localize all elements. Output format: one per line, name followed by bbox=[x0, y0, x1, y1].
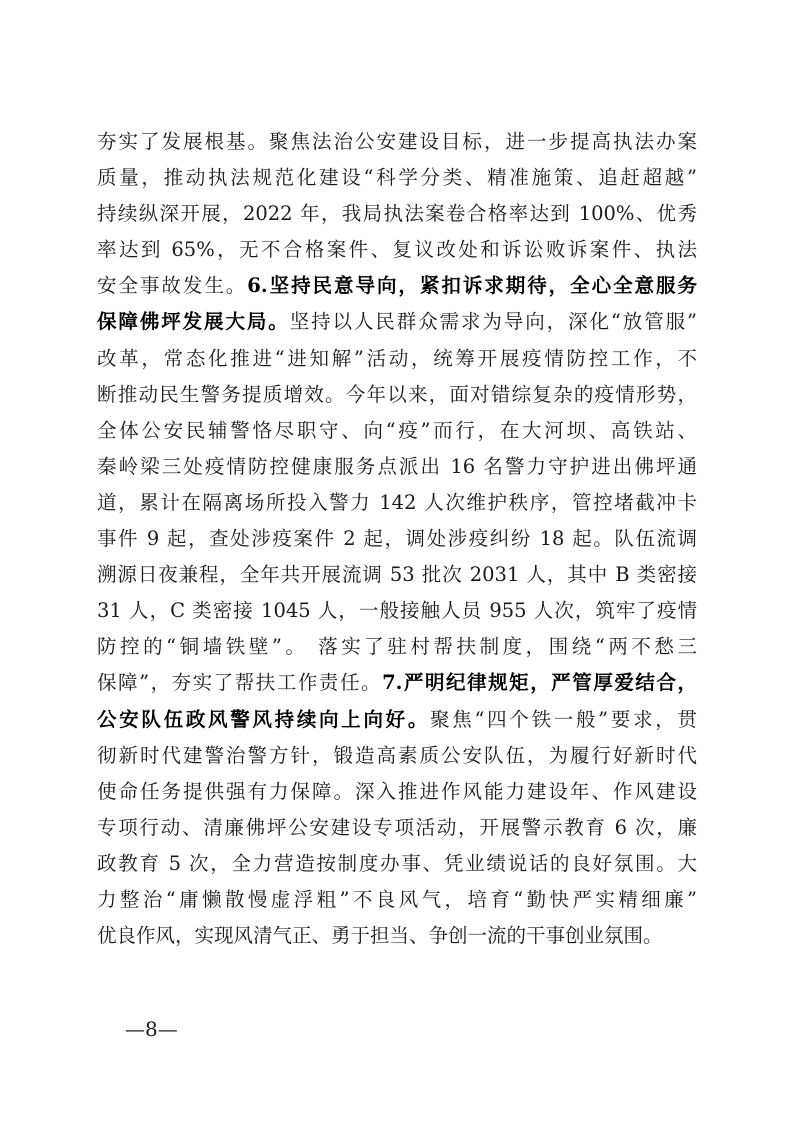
text-segment: 31 人，C 类密接 1045 人，一般接触人员 955 人次，筑牢了疫情 bbox=[97, 599, 697, 623]
text-segment: 优良作风，实现风清气正、勇于担当、争创一流的干事创业氛围。 bbox=[97, 924, 663, 948]
text-line bbox=[97, 629, 697, 665]
bold-heading-segment: 6.坚持民意导向，紧扣诉求期待，全心全意服务 bbox=[247, 274, 697, 298]
text-line bbox=[97, 738, 697, 774]
text-line bbox=[97, 268, 697, 304]
text-line bbox=[97, 449, 697, 485]
text-line bbox=[97, 196, 697, 232]
text-segment: 聚焦“四个铁一般”要求，贯 bbox=[430, 707, 697, 731]
bold-heading-segment: 公安队伍政风警风持续向上向好。 bbox=[97, 707, 431, 731]
text-segment: 安全事故发生。 bbox=[97, 274, 248, 298]
text-line bbox=[97, 810, 697, 846]
text-segment: 使命任务提供强有力保障。深入推进作风能力建设年、作风建设 bbox=[97, 779, 697, 803]
text-segment: 坚持以人民群众需求为导向，深化“放管服” bbox=[289, 310, 697, 334]
text-segment: 专项行动、清廉佛坪公安建设专项活动，开展警示教育 6 次，廉 bbox=[97, 815, 697, 839]
text-line bbox=[97, 774, 697, 810]
text-segment: 持续纵深开展，2022 年，我局执法案卷合格率达到 100%、优秀 bbox=[97, 202, 697, 226]
page-number: —8— bbox=[125, 1017, 178, 1041]
text-line bbox=[97, 377, 697, 413]
text-segment: 率达到 65%，无不合格案件、复议改处和诉讼败诉案件、执法 bbox=[97, 238, 697, 262]
text-segment: 质量，推动执法规范化建设“科学分类、精准施策、追赶超越” bbox=[97, 166, 697, 190]
text-segment: 全体公安民辅警恪尽职守、向“疫”而行，在大河坝、高铁站、 bbox=[97, 418, 697, 442]
bold-heading-segment: 7.严明纪律规矩，严管厚爱结合， bbox=[382, 671, 697, 695]
text-line bbox=[97, 304, 697, 340]
text-line bbox=[97, 341, 697, 377]
text-line bbox=[97, 124, 697, 160]
body-paragraph bbox=[97, 124, 697, 954]
text-segment: 改革，常态化推进“进知解”活动，统筹开展疫情防控工作，不 bbox=[97, 346, 697, 370]
text-segment: 政教育 5 次，全力营造按制度办事、凭业绩说话的良好氛围。大 bbox=[97, 851, 697, 875]
text-line bbox=[97, 160, 697, 196]
text-line bbox=[97, 593, 697, 629]
text-line bbox=[97, 846, 697, 882]
bold-heading-segment: 保障佛坪发展大局。 bbox=[97, 310, 290, 334]
text-segment: 力整治“庸懒散慢虚浮粗”不良风气，培育“勤快严实精细廉” bbox=[97, 887, 697, 911]
text-segment: 秦岭梁三处疫情防控健康服务点派出 16 名警力守护进出佛坪通 bbox=[97, 454, 697, 478]
text-line bbox=[97, 485, 697, 521]
text-segment: 彻新时代建警治警方针，锻造高素质公安队伍，为履行好新时代 bbox=[97, 743, 697, 767]
text-line bbox=[97, 232, 697, 268]
text-segment: 夯实了发展根基。聚焦法治公安建设目标，进一步提高执法办案 bbox=[97, 130, 697, 153]
text-line bbox=[97, 702, 697, 738]
text-line bbox=[97, 413, 697, 449]
text-line bbox=[97, 557, 697, 593]
text-segment: 溯源日夜兼程，全年共开展流调 53 批次 2031 人，其中 B 类密接 bbox=[97, 563, 697, 587]
text-line bbox=[97, 918, 697, 954]
text-line bbox=[97, 521, 697, 557]
text-segment: 事件 9 起，查处涉疫案件 2 起，调处涉疫纠纷 18 起。队伍流调 bbox=[97, 527, 697, 551]
text-segment: 防控的“铜墙铁壁”。 落实了驻村帮扶制度，围绕“两不愁三 bbox=[97, 635, 697, 659]
text-segment: 道，累计在隔离场所投入警力 142 人次维护秩序，管控堵截冲卡 bbox=[97, 490, 697, 514]
text-segment: 断推动民生警务提质增效。今年以来，面对错综复杂的疫情形势， bbox=[97, 382, 697, 406]
text-segment: 保障”，夯实了帮扶工作责任。 bbox=[97, 671, 383, 695]
text-line bbox=[97, 882, 697, 918]
text-line bbox=[97, 665, 697, 701]
